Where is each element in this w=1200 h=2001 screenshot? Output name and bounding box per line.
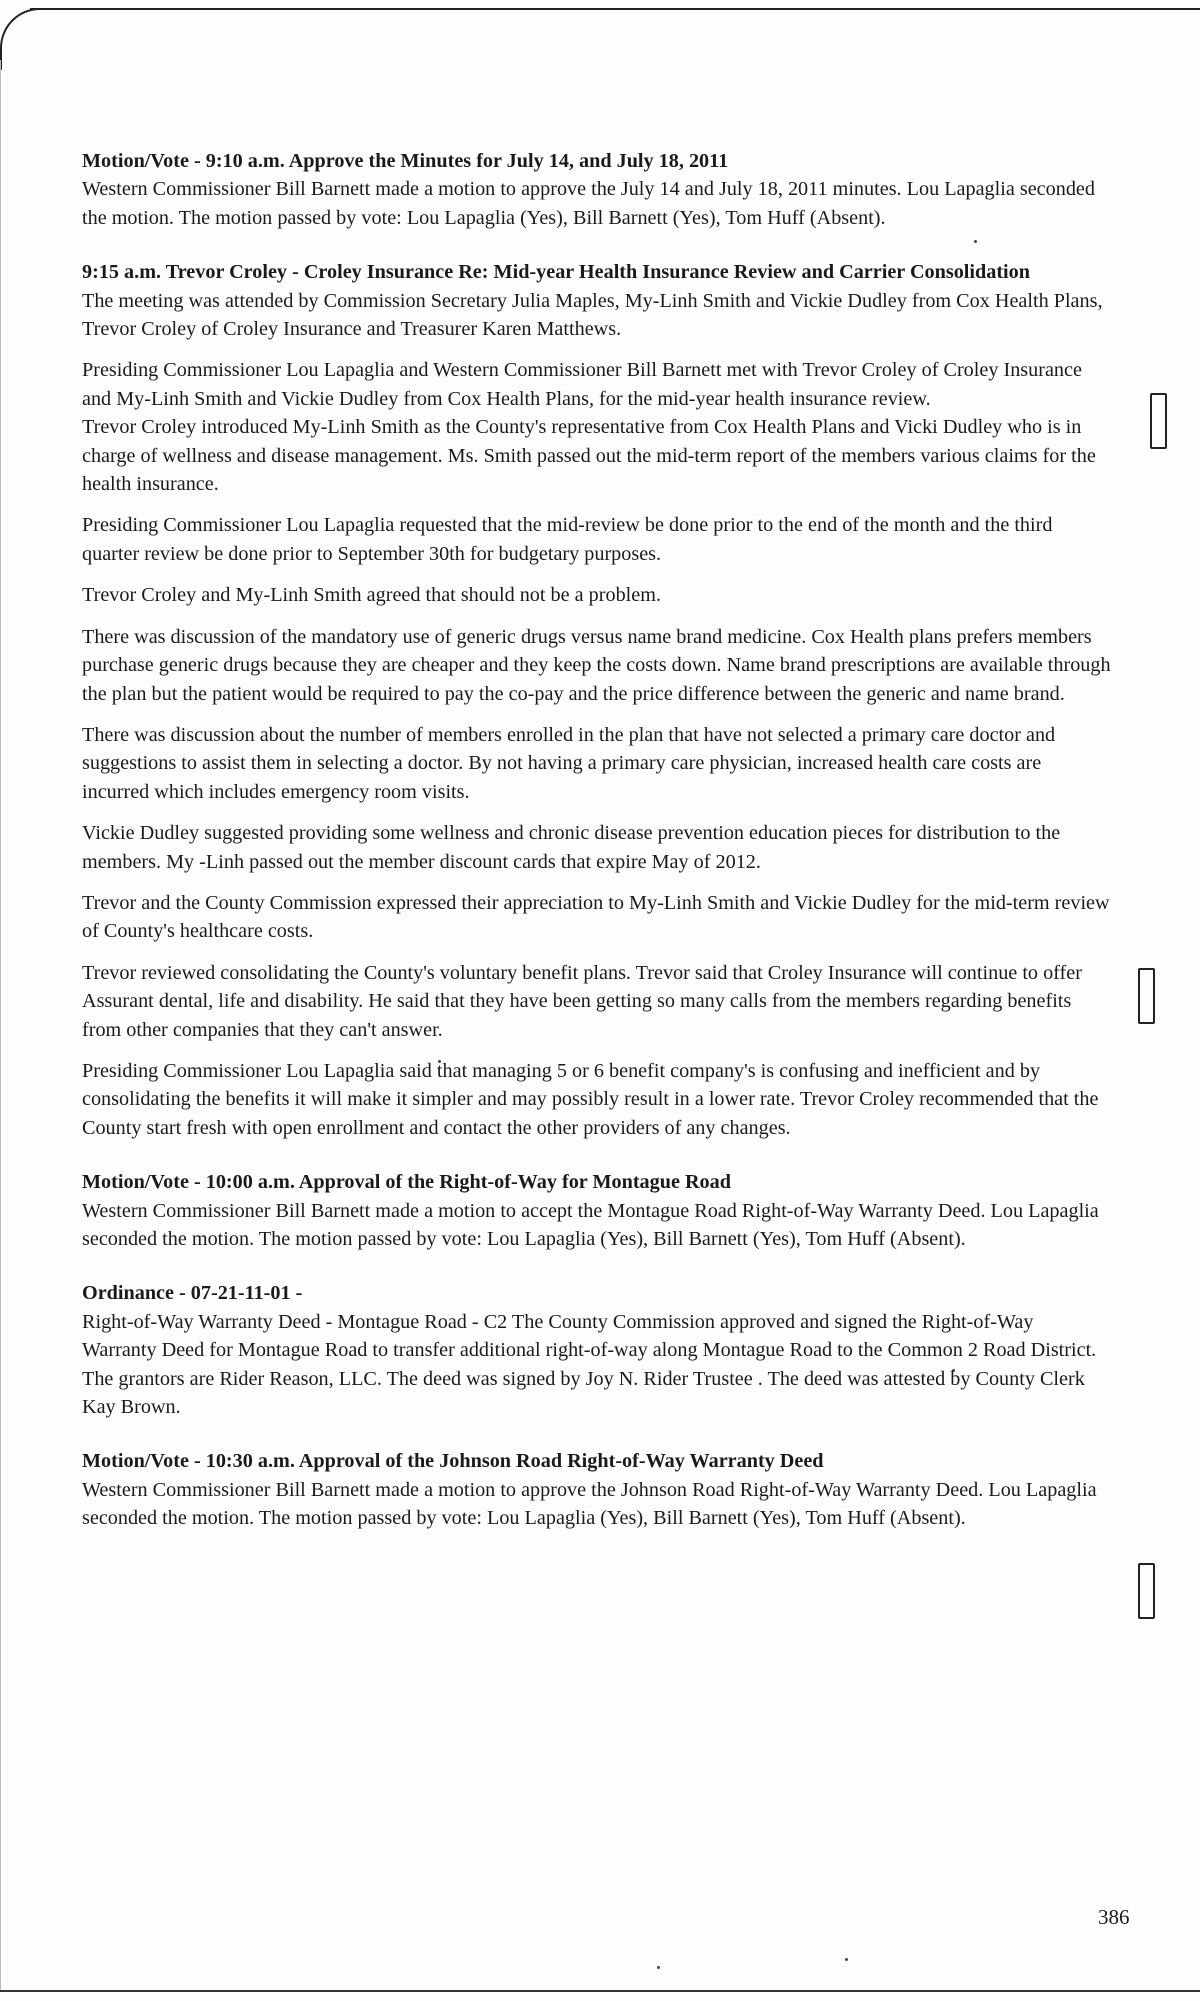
section-minutes-approval [82, 147, 1112, 232]
section-paragraph [82, 356, 1112, 498]
margin-bracket-mark [1138, 968, 1155, 1024]
section-paragraph: There was discussion of the mandatory use of generic drugs versus name brand medicine. Cox Health plans prefers members purchase generic drugs because they are cheaper and they keep the costs down. Name brand prescriptions are available through the plan but the patient would be required to pay the co-pay and the price difference between the generic and name brand. [82, 625, 1111, 705]
section-johnson-road-motion [82, 1447, 1112, 1532]
section-heading: 9:15 a.m. Trevor Croley - Croley Insurance Re: Mid-year Health Insurance Review and Carrier Consolidation [82, 261, 1030, 284]
page-edge-corner [0, 8, 42, 70]
section-paragraph: Western Commissioner Bill Barnett made a motion to approve the July 14 and July 18, 2011 minutes. Lou Lapaglia seconded the motion. The motion passed by vote: Lou Lapaglia (Yes), Bill Barnett (Yes), Tom Huff (Absent). [82, 178, 1095, 229]
page-edge-left [0, 60, 1, 1990]
section-paragraph: The meeting was attended by Commission Secretary Julia Maples, My-Linh Smith and Vickie Dudley from Cox Health Plans, Trevor Croley of Croley Insurance and Treasurer Karen Matthews. [82, 289, 1103, 341]
section-health-insurance-review [82, 258, 1112, 343]
margin-bracket-mark [1150, 393, 1167, 449]
section-paragraph: Western Commissioner Bill Barnett made a motion to accept the Montague Road Right-of-Way Warranty Deed. Lou Lapaglia seconded the motion. The motion passed by vote: Lou Lapaglia (Yes), Bill Barnett (Yes), Tom Huff (Absent). [82, 1199, 1099, 1250]
section-paragraph: There was discussion about the number of members enrolled in the plan that have not selected a primary care doctor and suggestions to assist them in selecting a doctor. By not having a primary care physician, increased health care costs are incurred which includes emergency room visits. [82, 723, 1056, 803]
section-heading: Motion/Vote - 10:30 a.m. Approval of the Johnson Road Right-of-Way Warranty Deed [82, 1450, 824, 1473]
section-paragraph: Presiding Commissioner Lou Lapaglia requested that the mid-review be done prior to the end of the month and the third quarter review be done prior to September 30th for budgetary purposes. [82, 514, 1053, 565]
scan-speck [657, 1966, 660, 1969]
margin-bracket-mark [1138, 1563, 1155, 1619]
section-paragraph: Vickie Dudley suggested providing some wellness and chronic disease prevention education pieces for distribution to the members. My -Linh passed out the member discount cards that expire May of 2012. [82, 822, 1061, 873]
section-paragraph: Trevor reviewed consolidating the County's voluntary benefit plans. Trevor said that Croley Insurance will continue to offer Assurant dental, life and disability. He said that they have been getting so many calls from the members regarding benefits from other companies that they can't answer. [82, 961, 1082, 1041]
page-edge-top [30, 8, 1200, 10]
page-number: 386 [1098, 1905, 1130, 1929]
section-paragraph: Western Commissioner Bill Barnett made a motion to approve the Johnson Road Right-of-Way Warranty Deed. Lou Lapaglia seconded the motion. The motion passed by vote: Lou Lapaglia (Yes), Bill Barnett (Yes), Tom Huff (Absent). [82, 1478, 1097, 1530]
section-heading: Motion/Vote - 9:10 a.m. Approve the Minutes for July 14, and July 18, 2011 [82, 150, 729, 172]
scan-speck [845, 1958, 848, 1961]
paragraph-text: Trevor Croley introduced My-Linh Smith as the County's representative from Cox Health Plans and Vicki Dudley who is in charge of wellness and disease management. Ms. Smith passed out the mid-term report of the members various claims for the health insurance. [82, 416, 1096, 496]
section-paragraph: Trevor and the County Commission expressed their appreciation to My-Linh Smith and Vickie Dudley for the mid-term review of County's healthcare costs. [82, 891, 1110, 943]
paragraph-text: Presiding Commissioner Lou Lapaglia and Western Commissioner Bill Barnett met with Trevor Croley of Croley Insurance and My-Linh Smith and Vickie Dudley from Cox Health Plans, for the mid-year health insurance review. [82, 359, 1082, 410]
section-paragraph: Trevor Croley and My-Linh Smith agreed that should not be a problem. [82, 584, 661, 607]
minutes-body [82, 147, 1112, 1546]
section-paragraph: Right-of-Way Warranty Deed - Montague Road - C2 The County Commission approved and signed the Right-of-Way Warranty Deed for Montague Road to transfer additional right-of-way along Montague Road to the Common 2 Road District. The grantors are Rider Reason, LLC. The deed was signed by Joy N. Rider Trustee . The deed was attested by County Clerk Kay Brown. [82, 1310, 1097, 1419]
section-ordinance [82, 1279, 1112, 1421]
section-montague-road-motion [82, 1168, 1112, 1253]
page-edge-bottom [0, 1990, 1200, 1992]
section-heading: Motion/Vote - 10:00 a.m. Approval of the Right-of-Way for Montague Road [82, 1171, 731, 1194]
section-heading: Ordinance - 07-21-11-01 - [82, 1282, 303, 1305]
section-paragraph: Presiding Commissioner Lou Lapaglia said that managing 5 or 6 benefit company's is confusing and inefficient and by consolidating the benefits it will make it simpler and may possibly result in a lower rate. Trevor Croley recommended that the County start fresh with open enrollment and contact the other providers of any changes. [82, 1059, 1099, 1139]
